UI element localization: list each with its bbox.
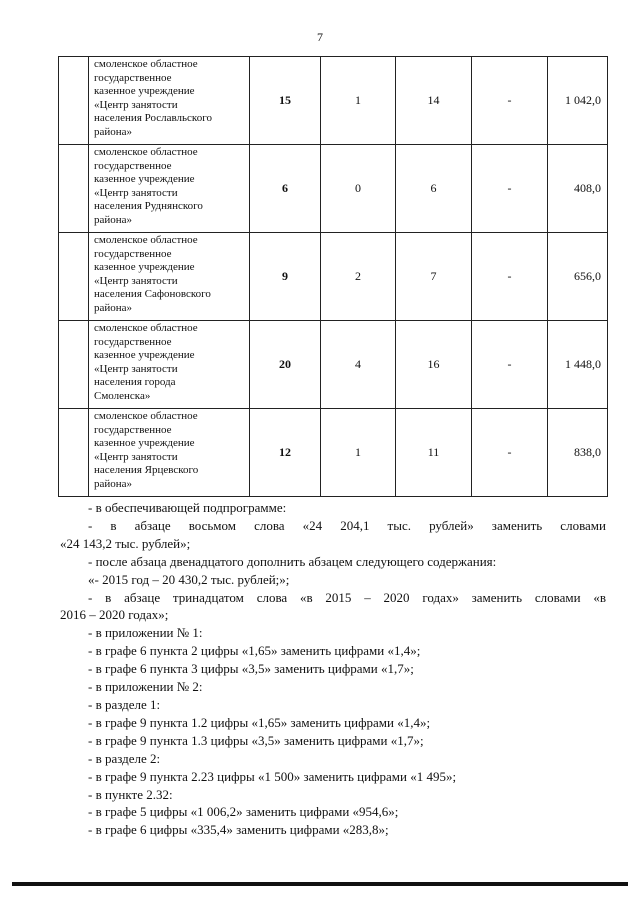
institution-name-cell xyxy=(89,57,250,145)
table-row xyxy=(59,321,608,409)
amendments-text xyxy=(60,499,606,839)
institution-name-line: населения города xyxy=(94,376,176,389)
sum-cell: 1 448,0 xyxy=(548,321,608,409)
institution-name-line: населения Рославльского xyxy=(94,112,212,125)
value-b-cell: 7 xyxy=(396,233,472,321)
institution-name-line: казенное учреждение xyxy=(94,173,195,186)
index-cell xyxy=(59,321,89,409)
institution-name-line: смоленское областное xyxy=(94,410,198,422)
dash-cell: - xyxy=(472,321,548,409)
institution-name-line: Смоленска» xyxy=(94,389,151,402)
text-line: - в разделе 2: xyxy=(88,750,161,766)
text-line: - в графе 9 пункта 2.23 цифры «1 500» заменить цифрами «1 495»; xyxy=(88,768,457,784)
value-b-cell: 16 xyxy=(396,321,472,409)
total-cell: 12 xyxy=(250,409,321,497)
text-line: - в пункте 2.32: xyxy=(88,786,173,802)
institution-name-cell xyxy=(89,321,250,409)
text-line: - в графе 5 цифры «1 006,2» заменить цифрами «954,6»; xyxy=(88,804,399,820)
value-a-cell: 0 xyxy=(321,145,396,233)
text-line: - после абзаца двенадцатого дополнить абзацем следующего содержания: xyxy=(88,553,497,569)
table-row xyxy=(59,409,608,497)
text-line: - в абзаце восьмом слова «24 204,1 тыс. рублей» заменить словами xyxy=(88,517,606,533)
table-row xyxy=(59,145,608,233)
dash-cell: - xyxy=(472,145,548,233)
institution-name-line: смоленское областное xyxy=(94,58,198,70)
text-line: - в абзаце тринадцатом слова «в 2015 – 2020 годах» заменить словами «в xyxy=(88,589,606,605)
total-cell: 6 xyxy=(250,145,321,233)
text-line: - в графе 6 пункта 3 цифры «3,5» заменить цифрами «1,7»; xyxy=(88,661,414,677)
institution-name-line: государственное xyxy=(94,71,172,84)
institution-name-line: района» xyxy=(94,301,133,314)
sum-cell: 408,0 xyxy=(548,145,608,233)
dash-cell: - xyxy=(472,409,548,497)
table-row xyxy=(59,233,608,321)
dash-cell: - xyxy=(472,233,548,321)
institution-name-line: казенное учреждение xyxy=(94,437,195,450)
institution-name-line: «Центр занятости xyxy=(94,98,178,111)
text-line: - в графе 9 пункта 1.3 цифры «3,5» заменить цифрами «1,7»; xyxy=(88,732,424,748)
dash-cell: - xyxy=(472,57,548,145)
institution-name-line: «Центр занятости xyxy=(94,362,178,375)
text-line: «- 2015 год – 20 430,2 тыс. рублей;»; xyxy=(88,571,290,587)
institution-name-line: «Центр занятости xyxy=(94,274,178,287)
text-line: 2016 – 2020 годах»; xyxy=(60,607,169,623)
institution-name-line: казенное учреждение xyxy=(94,261,195,274)
institution-name-line: государственное xyxy=(94,423,172,436)
institution-name-line: смоленское областное xyxy=(94,322,198,334)
institution-name-line: района» xyxy=(94,125,133,138)
institution-name-line: населения Ярцевского xyxy=(94,464,199,477)
institution-name-cell xyxy=(89,145,250,233)
sum-cell: 838,0 xyxy=(548,409,608,497)
index-cell xyxy=(59,145,89,233)
sum-cell: 1 042,0 xyxy=(548,57,608,145)
institution-name-line: государственное xyxy=(94,247,172,260)
page-number: 7 xyxy=(317,30,323,44)
bottom-rule xyxy=(12,882,628,886)
text-line: - в разделе 1: xyxy=(88,696,161,712)
index-cell xyxy=(59,233,89,321)
value-a-cell: 1 xyxy=(321,409,396,497)
value-b-cell: 14 xyxy=(396,57,472,145)
institution-name-cell xyxy=(89,233,250,321)
value-b-cell: 6 xyxy=(396,145,472,233)
institution-name-line: смоленское областное xyxy=(94,234,198,246)
institution-name-line: казенное учреждение xyxy=(94,349,195,362)
institution-name-line: смоленское областное xyxy=(94,146,198,158)
text-line: - в приложении № 1: xyxy=(88,625,203,641)
institution-name-line: района» xyxy=(94,213,133,226)
value-a-cell: 4 xyxy=(321,321,396,409)
text-line: - в графе 9 пункта 1.2 цифры «1,65» заменить цифрами «1,4»; xyxy=(88,714,431,730)
institution-name-line: населения Руднянского xyxy=(94,200,203,213)
total-cell: 20 xyxy=(250,321,321,409)
institution-name-cell xyxy=(89,409,250,497)
value-b-cell: 11 xyxy=(396,409,472,497)
index-cell xyxy=(59,57,89,145)
institution-name-line: «Центр занятости xyxy=(94,450,178,463)
index-cell xyxy=(59,409,89,497)
text-line: - в приложении № 2: xyxy=(88,679,203,695)
institution-name-line: района» xyxy=(94,477,133,490)
value-a-cell: 2 xyxy=(321,233,396,321)
total-cell: 9 xyxy=(250,233,321,321)
text-line: «24 143,2 тыс. рублей»; xyxy=(60,535,191,551)
institution-name-line: казенное учреждение xyxy=(94,85,195,98)
institution-name-line: государственное xyxy=(94,335,172,348)
sum-cell: 656,0 xyxy=(548,233,608,321)
text-line: - в графе 6 пункта 2 цифры «1,65» заменить цифрами «1,4»; xyxy=(88,643,421,659)
total-cell: 15 xyxy=(250,57,321,145)
institution-name-line: населения Сафоновского xyxy=(94,288,211,301)
text-line: - в графе 6 цифры «335,4» заменить цифрами «283,8»; xyxy=(88,822,389,838)
value-a-cell: 1 xyxy=(321,57,396,145)
institution-name-line: «Центр занятости xyxy=(94,186,178,199)
table-row xyxy=(59,57,608,145)
text-line: - в обеспечивающей подпрограмме: xyxy=(88,500,287,515)
employment-centers-table xyxy=(58,56,608,497)
institution-name-line: государственное xyxy=(94,159,172,172)
